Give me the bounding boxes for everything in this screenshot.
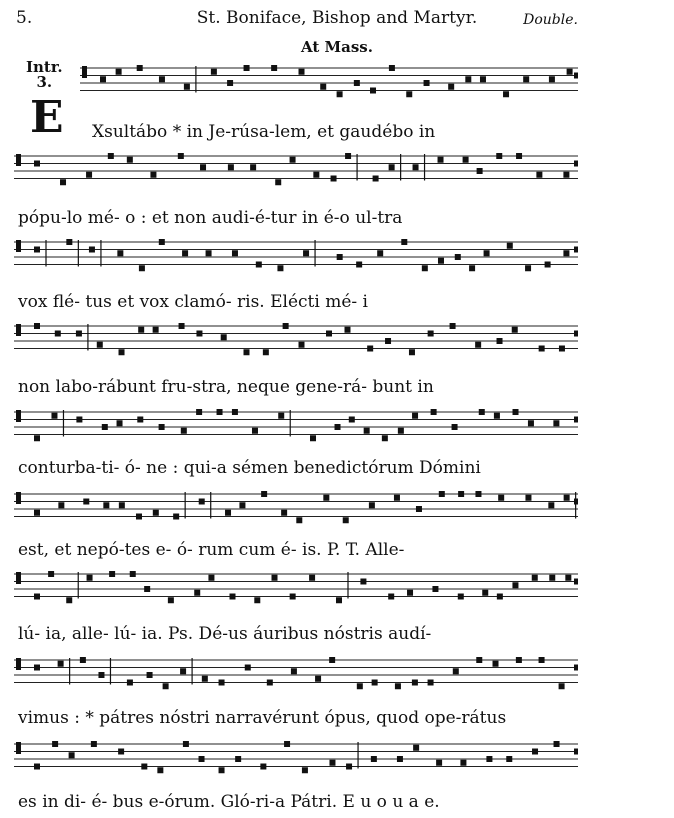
- neume-note: [89, 247, 95, 253]
- custos-icon: [574, 579, 578, 585]
- clef-icon: [16, 154, 21, 166]
- lyric-line: est, et nepó-tes e- ó- rum cum é- is. P. T. Alle-: [18, 540, 405, 560]
- neume-note: [438, 258, 444, 264]
- neume-note: [335, 424, 341, 430]
- neume-note: [398, 428, 404, 434]
- neume-note: [382, 435, 388, 441]
- neume-note: [525, 265, 531, 271]
- neume-note: [329, 657, 335, 663]
- neume-note: [337, 91, 343, 97]
- neume-note: [52, 741, 58, 747]
- neume-note: [477, 168, 483, 174]
- neume-note: [497, 594, 503, 600]
- neume-note: [97, 342, 103, 348]
- neume-note: [261, 491, 267, 497]
- neume-note: [331, 176, 337, 182]
- neume-note: [219, 680, 225, 686]
- neume-note: [536, 172, 542, 178]
- neume-note: [377, 250, 383, 256]
- neume-note: [367, 346, 373, 352]
- neume-note: [181, 428, 187, 434]
- lyric-line: pópu-lo mé- o : et non audi-é-tur in é-o ul-tra: [18, 208, 403, 228]
- neume-note: [221, 334, 227, 340]
- neume-note: [206, 250, 212, 256]
- neume-note: [118, 749, 124, 755]
- neume-note: [34, 161, 40, 167]
- neume-note: [422, 265, 428, 271]
- clef-icon: [16, 410, 21, 422]
- neume-note: [498, 495, 504, 501]
- neume-note: [360, 579, 366, 585]
- neume-note: [563, 172, 569, 178]
- clef-icon: [16, 240, 21, 252]
- neume-note: [372, 680, 378, 686]
- neume-note: [98, 672, 104, 678]
- neume-note: [66, 597, 72, 603]
- neume-note: [153, 510, 159, 516]
- neume-note: [199, 499, 205, 505]
- neume-note: [356, 262, 362, 268]
- neume-note: [565, 575, 571, 581]
- neume-note: [512, 582, 518, 588]
- neume-note: [127, 157, 133, 163]
- neume-note: [323, 495, 329, 501]
- neume-note: [482, 590, 488, 596]
- neume-note: [413, 164, 419, 170]
- neume-note: [254, 597, 260, 603]
- neume-note: [58, 502, 64, 508]
- neume-note: [83, 499, 89, 505]
- neume-note: [179, 323, 185, 329]
- neume-note: [559, 346, 565, 352]
- neume-note: [117, 250, 123, 256]
- neume-note: [245, 665, 251, 671]
- neume-note: [512, 327, 518, 333]
- neume-note: [523, 76, 529, 82]
- chant-staff: [0, 570, 674, 610]
- neume-note: [239, 502, 245, 508]
- neume-note: [119, 349, 125, 355]
- neume-note: [144, 586, 150, 592]
- neume-note: [153, 327, 159, 333]
- neume-note: [196, 409, 202, 415]
- neume-note: [539, 657, 545, 663]
- neume-note: [532, 749, 538, 755]
- neume-note: [219, 767, 225, 773]
- neume-note: [412, 680, 418, 686]
- neume-note: [465, 76, 471, 82]
- neume-note: [458, 491, 464, 497]
- neume-note: [345, 327, 351, 333]
- neume-note: [137, 65, 143, 71]
- neume-note: [385, 338, 391, 344]
- neume-note: [313, 172, 319, 178]
- neume-note: [564, 495, 570, 501]
- chant-staff: [0, 238, 674, 278]
- neume-note: [34, 594, 40, 600]
- neume-note: [159, 424, 165, 430]
- neume-note: [159, 76, 165, 82]
- neume-note: [58, 661, 64, 667]
- neume-note: [227, 80, 233, 86]
- neume-note: [244, 349, 250, 355]
- neume-note: [506, 756, 512, 762]
- chant-staff: [0, 656, 674, 696]
- neume-note: [549, 575, 555, 581]
- chant-staff: [0, 152, 674, 192]
- neume-note: [346, 764, 352, 770]
- neume-note: [66, 239, 72, 245]
- neume-note: [225, 510, 231, 516]
- custos-icon: [574, 73, 578, 79]
- lyric-line: lú- ia, alle- lú- ia. Ps. Dé-us áuribus nóstris audí-: [18, 624, 432, 644]
- neume-note: [563, 250, 569, 256]
- neume-note: [80, 657, 86, 663]
- neume-note: [277, 265, 283, 271]
- neume-note: [309, 575, 315, 581]
- neume-note: [272, 575, 278, 581]
- neume-note: [548, 502, 554, 508]
- neume-note: [528, 420, 534, 426]
- mass-subtitle: At Mass.: [301, 38, 373, 56]
- chant-staff: [0, 408, 674, 448]
- clef-icon: [16, 742, 21, 754]
- neume-note: [202, 676, 208, 682]
- neume-note: [497, 338, 503, 344]
- neume-note: [486, 756, 492, 762]
- neume-note: [513, 409, 519, 415]
- neume-note: [281, 510, 287, 516]
- lyric-line: conturba-ti- ó- ne : qui-a sémen benedictórum Dómini: [18, 458, 481, 478]
- neume-note: [109, 571, 115, 577]
- neume-note: [183, 741, 189, 747]
- chant-staff: [0, 740, 674, 780]
- neume-note: [256, 262, 262, 268]
- neume-note: [51, 413, 57, 419]
- neume-note: [448, 84, 454, 90]
- neume-note: [211, 69, 217, 75]
- neume-note: [458, 594, 464, 600]
- neume-note: [343, 517, 349, 523]
- neume-note: [450, 323, 456, 329]
- neume-note: [230, 594, 236, 600]
- chant-staff: [0, 322, 674, 362]
- clef-icon: [16, 492, 21, 504]
- neume-note: [157, 767, 163, 773]
- neume-note: [271, 65, 277, 71]
- neume-note: [147, 672, 153, 678]
- lyric-line: Xsultábo * in Je-rúsa-lem, et gaudébo in: [92, 122, 436, 142]
- neume-note: [208, 575, 214, 581]
- neume-note: [267, 680, 273, 686]
- neume-note: [34, 323, 40, 329]
- neume-note: [370, 88, 376, 94]
- neume-note: [326, 331, 332, 337]
- neume-note: [34, 764, 40, 770]
- neume-note: [141, 764, 147, 770]
- neume-note: [182, 250, 188, 256]
- clef-icon: [16, 324, 21, 336]
- neume-note: [217, 409, 223, 415]
- neume-note: [484, 250, 490, 256]
- neume-note: [178, 153, 184, 159]
- neume-note: [196, 331, 202, 337]
- neume-note: [479, 409, 485, 415]
- chant-staff: [0, 64, 674, 104]
- neume-note: [263, 349, 269, 355]
- neume-note: [525, 495, 531, 501]
- custos-icon: [574, 331, 578, 337]
- feast-rank: Double.: [523, 12, 578, 28]
- neume-note: [315, 676, 321, 682]
- neume-note: [232, 409, 238, 415]
- neume-note: [364, 428, 370, 434]
- neume-note: [439, 491, 445, 497]
- neume-note: [545, 262, 551, 268]
- neume-note: [432, 586, 438, 592]
- neume-note: [389, 65, 395, 71]
- clef-icon: [82, 66, 87, 78]
- neume-note: [480, 76, 486, 82]
- clef-icon: [16, 572, 21, 584]
- custos-icon: [574, 665, 578, 671]
- chant-staff: [0, 490, 674, 530]
- neume-note: [260, 764, 266, 770]
- neume-note: [244, 65, 250, 71]
- custos-icon: [574, 247, 578, 253]
- neume-note: [453, 668, 459, 674]
- neume-note: [389, 164, 395, 170]
- neume-note: [549, 76, 555, 82]
- neume-note: [357, 683, 363, 689]
- neume-note: [235, 756, 241, 762]
- neume-note: [438, 157, 444, 163]
- neume-note: [303, 250, 309, 256]
- neume-note: [283, 323, 289, 329]
- neume-note: [117, 420, 123, 426]
- lyric-line: vox flé- tus et vox clamó- ris. Elécti mé- i: [18, 292, 368, 312]
- neume-note: [163, 683, 169, 689]
- neume-note: [412, 413, 418, 419]
- neume-note: [373, 176, 379, 182]
- neume-note: [228, 164, 234, 170]
- neume-note: [409, 349, 415, 355]
- neume-note: [168, 597, 174, 603]
- introit-label-text: Intr.: [26, 58, 63, 76]
- neume-note: [424, 80, 430, 86]
- neume-note: [284, 741, 290, 747]
- neume-note: [180, 668, 186, 674]
- clef-icon: [16, 658, 21, 670]
- lyric-line: vimus : * pátres nóstri narravérunt ópus, quod ope-rátus: [18, 708, 507, 728]
- neume-note: [150, 172, 156, 178]
- neume-note: [428, 331, 434, 337]
- neume-note: [507, 243, 513, 249]
- neume-note: [34, 510, 40, 516]
- neume-note: [336, 597, 342, 603]
- neume-note: [130, 571, 136, 577]
- neume-note: [320, 84, 326, 90]
- neume-note: [395, 683, 401, 689]
- neume-note: [34, 247, 40, 253]
- neume-note: [369, 502, 375, 508]
- custos-icon: [574, 417, 578, 423]
- neume-note: [559, 683, 565, 689]
- neume-note: [475, 342, 481, 348]
- neume-note: [302, 767, 308, 773]
- neume-note: [299, 342, 305, 348]
- neume-note: [127, 680, 133, 686]
- custos-icon: [574, 749, 578, 755]
- neume-note: [516, 657, 522, 663]
- neume-note: [138, 327, 144, 333]
- neume-note: [173, 514, 179, 520]
- neume-note: [406, 91, 412, 97]
- neume-note: [337, 254, 343, 260]
- neume-note: [250, 164, 256, 170]
- neume-note: [494, 413, 500, 419]
- neume-note: [55, 331, 61, 337]
- neume-note: [503, 91, 509, 97]
- neume-note: [452, 424, 458, 430]
- neume-note: [76, 331, 82, 337]
- neume-note: [388, 594, 394, 600]
- neume-note: [476, 657, 482, 663]
- neume-note: [194, 590, 200, 596]
- neume-note: [87, 575, 93, 581]
- neume-note: [137, 417, 143, 423]
- neume-note: [252, 428, 258, 434]
- neume-note: [475, 491, 481, 497]
- neume-note: [86, 172, 92, 178]
- neume-note: [496, 153, 502, 159]
- chant-number: 5.: [16, 8, 33, 28]
- neume-note: [329, 760, 335, 766]
- neume-note: [469, 265, 475, 271]
- custos-icon: [574, 161, 578, 167]
- neume-note: [436, 760, 442, 766]
- neume-note: [493, 661, 499, 667]
- neume-note: [48, 571, 54, 577]
- neume-note: [200, 164, 206, 170]
- neume-note: [299, 69, 305, 75]
- neume-note: [296, 517, 302, 523]
- neume-note: [407, 590, 413, 596]
- neume-note: [184, 84, 190, 90]
- neume-note: [60, 179, 66, 185]
- neume-note: [69, 752, 75, 758]
- neume-note: [516, 153, 522, 159]
- neume-note: [345, 153, 351, 159]
- neume-note: [428, 680, 434, 686]
- neume-note: [397, 756, 403, 762]
- neume-note: [532, 575, 538, 581]
- neume-note: [136, 514, 142, 520]
- feast-title: St. Boniface, Bishop and Martyr.: [196, 8, 478, 28]
- lyric-line: non labo-rábunt fru-stra, neque gene-rá- bunt in: [18, 377, 434, 397]
- neume-note: [291, 668, 297, 674]
- neume-note: [460, 760, 466, 766]
- neume-note: [371, 756, 377, 762]
- neume-note: [91, 741, 97, 747]
- custos-icon: [574, 499, 578, 505]
- neume-note: [455, 254, 461, 260]
- neume-note: [100, 76, 106, 82]
- neume-note: [139, 265, 145, 271]
- neume-note: [553, 420, 559, 426]
- neume-note: [116, 69, 122, 75]
- neume-note: [431, 409, 437, 415]
- neume-note: [76, 417, 82, 423]
- neume-note: [290, 157, 296, 163]
- neume-note: [354, 80, 360, 86]
- lyric-line: es in di- é- bus e-órum. Gló-ri-a Pátri. E u o u a e.: [18, 792, 440, 812]
- neume-note: [34, 435, 40, 441]
- neume-note: [232, 250, 238, 256]
- neume-note: [102, 424, 108, 430]
- neume-note: [567, 69, 573, 75]
- neume-note: [275, 179, 281, 185]
- neume-note: [394, 495, 400, 501]
- drop-cap-initial: E: [30, 92, 64, 143]
- introit-mode: 3.: [36, 73, 53, 91]
- neume-note: [349, 417, 355, 423]
- neume-note: [103, 502, 109, 508]
- neume-note: [290, 594, 296, 600]
- neume-note: [554, 741, 560, 747]
- neume-note: [199, 756, 205, 762]
- neume-note: [463, 157, 469, 163]
- neume-note: [416, 506, 422, 512]
- neume-note: [108, 153, 114, 159]
- neume-note: [310, 435, 316, 441]
- neume-note: [34, 665, 40, 671]
- neume-note: [539, 346, 545, 352]
- neume-note: [413, 745, 419, 751]
- neume-note: [159, 239, 165, 245]
- neume-note: [278, 413, 284, 419]
- neume-note: [401, 239, 407, 245]
- neume-note: [119, 502, 125, 508]
